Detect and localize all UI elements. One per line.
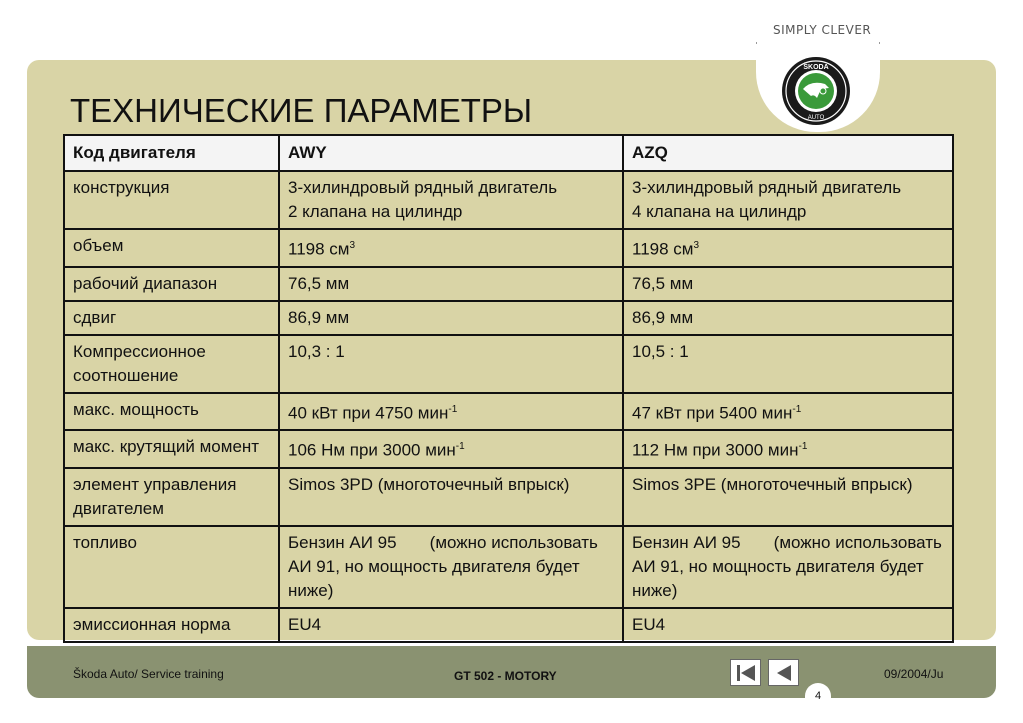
skip-to-start-icon [734,662,758,684]
table-row [64,608,953,642]
cell-value: 106 Нм при 3000 мин [288,440,456,460]
page-number: 4 [805,683,831,709]
footer-credit: Škoda Auto/ Service training [73,667,224,681]
footer-course-code: GT 502 - MOTORY [454,669,557,683]
cell-awy: Бензин АИ 95 (можно использовать АИ 91, но мощность двигателя будет ниже) [279,526,623,608]
cell-azq [623,393,953,431]
cell-superscript: -1 [798,441,808,453]
cell-superscript: -1 [448,403,458,415]
cell-azq: 10,5 : 1 [623,335,953,393]
cell-azq: Simos 3PE (многоточечный впрыск) [623,468,953,526]
cell-azq [623,430,953,468]
table-row [64,526,953,608]
cell-azq: 3-хилиндровый рядный двигатель 4 клапана на цилиндр [623,171,953,229]
cell-awy [279,393,623,431]
cell-azq [623,229,953,267]
cell-value: 47 кВт при 5400 мин [632,403,793,423]
table-row [64,171,953,229]
cell-awy [279,430,623,468]
nav-first-button[interactable] [730,659,761,686]
footer-date: 09/2004/Ju [884,667,944,681]
cell-awy: 86,9 мм [279,301,623,335]
row-label: макс. крутящий момент [64,430,279,468]
row-label: Компрессионное соотношение [64,335,279,393]
row-label: эмиссионная норма [64,608,279,642]
cell-azq: EU4 [623,608,953,642]
row-label: элемент управления двигателем [64,468,279,526]
row-label: сдвиг [64,301,279,335]
row-label: объем [64,229,279,267]
row-label: рабочий диапазон [64,267,279,301]
svg-text:AUTO: AUTO [807,115,825,121]
cell-awy: EU4 [279,608,623,642]
header-engine-code: Код двигателя [64,135,279,171]
cell-awy: Simos 3PD (многоточечный впрыск) [279,468,623,526]
cell-value: 112 Нм при 3000 мин [632,440,799,460]
cell-awy: 10,3 : 1 [279,335,623,393]
cell-superscript: 3 [693,240,700,251]
cell-value: 1198 см [632,239,694,259]
skoda-logo [781,56,851,126]
cell-awy: 3-хилиндровый рядный двигатель 2 клапана на цилиндр [279,171,623,229]
table-header-row [64,135,953,171]
cell-awy: 76,5 мм [279,267,623,301]
table-row [64,393,953,431]
row-label: топливо [64,526,279,608]
spec-table [63,134,954,643]
cell-superscript: -1 [455,441,465,453]
table-row [64,267,953,301]
cell-value: 1198 см [288,239,350,259]
table-row [64,301,953,335]
svg-text:ŠKODA: ŠKODA [803,64,829,71]
cell-value: 40 кВт при 4750 мин [288,403,449,423]
page-title: ТЕХНИЧЕСКИЕ ПАРАМЕТРЫ [70,92,533,129]
cell-superscript: -1 [792,403,802,415]
cell-awy [279,229,623,267]
cell-azq: Бензин АИ 95 (можно использовать АИ 91, но мощность двигателя будет ниже) [623,526,953,608]
table-row [64,229,953,267]
table-row [64,335,953,393]
row-label: макс. мощность [64,393,279,431]
table-row [64,430,953,468]
cell-superscript: 3 [349,240,356,251]
row-label: конструкция [64,171,279,229]
cell-azq: 76,5 мм [623,267,953,301]
nav-prev-button[interactable] [768,659,799,686]
header-awy: AWY [279,135,623,171]
tagline: SIMPLY CLEVER [773,23,872,37]
header-azq: AZQ [623,135,953,171]
triangle-left-icon [772,662,796,684]
cell-azq: 86,9 мм [623,301,953,335]
table-row [64,468,953,526]
